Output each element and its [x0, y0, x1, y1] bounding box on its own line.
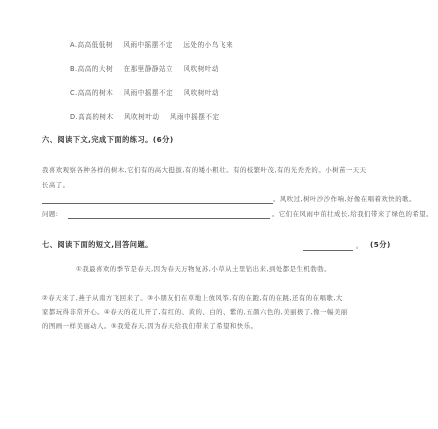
option-a-part1: A.高高低低树 — [70, 41, 113, 49]
section-six-paragraph: 我喜欢观察各种各样的树木,它们有的高大挺拔,有的矮小粗壮。有的枝繁叶茂,有的光秃秃的。小树苗一天天 — [42, 166, 367, 174]
option-a-part3: 远处的小鸟飞来 — [183, 41, 234, 49]
option-row-b — [70, 63, 219, 73]
section-six-paragraph-cont: 长高了。 — [42, 181, 70, 189]
answer-end-dot: 。 — [356, 242, 364, 250]
answer-blank-2[interactable] — [68, 218, 270, 219]
answer-blank-3[interactable] — [303, 250, 353, 251]
option-d-part3: 风雨中摇摆不定 — [169, 113, 220, 121]
passage-line-1: ②春天来了,燕子从南方飞回来了。③小朋友们在草地上放风筝,有的在跑,有的在跳,还有的在唱歌,大 — [42, 294, 343, 302]
option-c-part1: C.高高的树木 — [70, 89, 114, 97]
answer-blank-1[interactable] — [42, 203, 273, 204]
option-d-part2: 风吹树叶动 — [124, 113, 160, 121]
section-six-title: 六、阅读下文,完成下面的练习。(6分) — [42, 135, 174, 144]
question-tail-text: 。它们在风雨中茁壮成长,给我们带来了绿色的希望。 — [272, 210, 434, 218]
option-b-part1: B.高高的大树 — [70, 65, 114, 73]
option-b-part3: 风吹树叶动 — [183, 65, 219, 73]
option-d-part1: D.高高的树木 — [70, 113, 114, 121]
option-row-d — [70, 111, 220, 121]
passage-line-2: 家都玩得非常开心。④春天的花儿开了,有红的、黄的、白的、紫的,五颜六色的,美丽极了,像一幅美丽 — [42, 308, 348, 316]
question-label: 问题: — [42, 210, 59, 218]
section-seven-score: (5分) — [370, 240, 391, 249]
option-c-part2: 风雨中摇摆不定 — [123, 89, 174, 97]
section-seven-title: 七、阅读下面的短文,回答问题。 — [42, 240, 153, 249]
option-row-a — [70, 39, 233, 49]
passage-line-3: 的图画一样美丽动人。⑤我爱春天,因为春天给我们带来了希望和快乐。 — [42, 322, 258, 330]
section-seven-q1: ①我最喜欢的季节是春天,因为春天万物复苏,小草从土里钻出来,到处都是生机勃勃。 — [76, 265, 331, 273]
blank1-tail-text: 。风吹过,树叶沙沙作响,好像在唱着欢快的歌。 — [273, 195, 416, 203]
option-row-c — [70, 87, 219, 97]
option-b-part2: 在那里静静站立 — [123, 65, 174, 73]
option-a-part2: 风雨中摇摆不定 — [123, 41, 174, 49]
option-c-part3: 风吹树叶动 — [183, 89, 220, 97]
